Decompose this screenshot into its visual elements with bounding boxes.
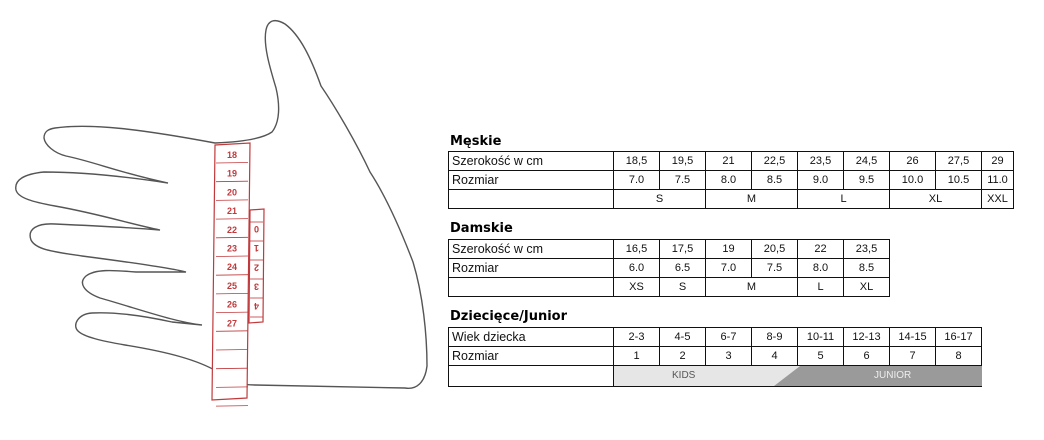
- size-cell: 7.5: [660, 171, 706, 190]
- width-cell: 26: [890, 152, 936, 171]
- age-cell: 14-15: [890, 328, 936, 347]
- kids-junior-band: [614, 366, 982, 387]
- letter-size-cell: XXL: [982, 190, 1014, 209]
- row-label: Rozmiar: [449, 259, 614, 278]
- kids-age-row: [449, 328, 982, 347]
- size-tick-label: 3: [253, 281, 260, 292]
- width-cell: 22: [798, 240, 844, 259]
- age-band-graphic: [614, 366, 982, 386]
- width-cell: 16,5: [614, 240, 660, 259]
- width-cell: 23,5: [844, 240, 890, 259]
- size-cell: 4: [752, 347, 798, 366]
- junior-band-label: JUNIOR: [874, 370, 912, 381]
- size-cell: 2: [660, 347, 706, 366]
- width-cell: 22,5: [752, 152, 798, 171]
- letter-size-cell: S: [614, 190, 706, 209]
- letter-size-cell: XL: [890, 190, 982, 209]
- size-tick-label: 2: [253, 262, 260, 273]
- measuring-ruler: [212, 143, 250, 406]
- kids-size-row: [449, 347, 982, 366]
- letter-size-cell: L: [798, 278, 844, 297]
- size-cell: 9.5: [844, 171, 890, 190]
- kids-size-table: [448, 327, 982, 387]
- women-letter-row: [449, 278, 890, 297]
- age-cell: 16-17: [936, 328, 982, 347]
- size-cell: 7.0: [614, 171, 660, 190]
- ruler-tick-label: 24: [226, 262, 238, 273]
- hand-measurement-illustration: [0, 0, 440, 440]
- ruler-tick-label: 20: [226, 187, 238, 198]
- width-cell: 23,5: [798, 152, 844, 171]
- letter-size-cell: S: [660, 278, 706, 297]
- row-label: Rozmiar: [449, 171, 614, 190]
- ruler-tick-label: 19: [226, 168, 238, 179]
- size-cell: 8.5: [844, 259, 890, 278]
- letter-size-cell: L: [798, 190, 890, 209]
- women-title: Damskie: [450, 221, 513, 236]
- kids-title: Dziecięce/Junior: [450, 309, 568, 324]
- size-cell: 7: [890, 347, 936, 366]
- kids-band-label: KIDS: [672, 370, 696, 381]
- size-cell: 10.0: [890, 171, 936, 190]
- size-tick-label: 4: [253, 300, 260, 311]
- women-size-table: [448, 239, 890, 297]
- row-label: Szerokość w cm: [449, 240, 614, 259]
- width-cell: 27,5: [936, 152, 982, 171]
- width-cell: 21: [706, 152, 752, 171]
- ruler-tick-label: 23: [226, 243, 238, 254]
- size-cell: 7.5: [752, 259, 798, 278]
- width-cell: 19,5: [660, 152, 706, 171]
- ruler-tick-label: 21: [226, 206, 238, 217]
- size-cell: 1: [614, 347, 660, 366]
- ruler-tick-label: 25: [226, 280, 238, 291]
- size-cell: 8: [936, 347, 982, 366]
- age-cell: 12-13: [844, 328, 890, 347]
- kids-band-row: [449, 366, 982, 387]
- width-cell: 29: [982, 152, 1014, 171]
- width-cell: 17,5: [660, 240, 706, 259]
- ruler-tick-label: 27: [226, 318, 238, 329]
- row-label: Wiek dziecka: [449, 328, 614, 347]
- width-cell: 20,5: [752, 240, 798, 259]
- women-size-row: [449, 259, 890, 278]
- letter-size-cell: XS: [614, 278, 660, 297]
- row-label: Rozmiar: [449, 347, 614, 366]
- age-cell: 6-7: [706, 328, 752, 347]
- size-ruler: [249, 209, 264, 323]
- size-cell: 8.0: [798, 259, 844, 278]
- empty-cell: [449, 190, 614, 209]
- size-cell: 8.5: [752, 171, 798, 190]
- empty-cell: [449, 278, 614, 297]
- size-cell: 5: [798, 347, 844, 366]
- size-cell: 7.0: [706, 259, 752, 278]
- size-tick-label: 0: [253, 224, 260, 234]
- width-cell: 19: [706, 240, 752, 259]
- width-cell: 18,5: [614, 152, 660, 171]
- ruler-tick-label: 22: [226, 224, 238, 235]
- age-cell: 2-3: [614, 328, 660, 347]
- ruler-tick-label: 18: [226, 150, 238, 160]
- empty-cell: [449, 366, 614, 387]
- size-cell: 3: [706, 347, 752, 366]
- men-width-row: [449, 152, 1014, 171]
- row-label: Szerokość w cm: [449, 152, 614, 171]
- letter-size-cell: M: [706, 190, 798, 209]
- letter-size-cell: M: [706, 278, 798, 297]
- men-title: Męskie: [450, 134, 502, 149]
- men-size-table: [448, 151, 1014, 209]
- size-cell: 6.5: [660, 259, 706, 278]
- age-cell: 10-11: [798, 328, 844, 347]
- size-cell: 6.0: [614, 259, 660, 278]
- size-cell: 6: [844, 347, 890, 366]
- size-cell: 10.5: [936, 171, 982, 190]
- size-tick-label: 1: [253, 243, 260, 254]
- men-size-row: [449, 171, 1014, 190]
- age-cell: 8-9: [752, 328, 798, 347]
- age-cell: 4-5: [660, 328, 706, 347]
- letter-size-cell: XL: [844, 278, 890, 297]
- women-width-row: [449, 240, 890, 259]
- size-cell: 11.0: [982, 171, 1014, 190]
- men-letter-row: [449, 190, 1014, 209]
- ruler-tick-label: 26: [226, 299, 238, 310]
- size-cell: 8.0: [706, 171, 752, 190]
- size-cell: 9.0: [798, 171, 844, 190]
- width-cell: 24,5: [844, 152, 890, 171]
